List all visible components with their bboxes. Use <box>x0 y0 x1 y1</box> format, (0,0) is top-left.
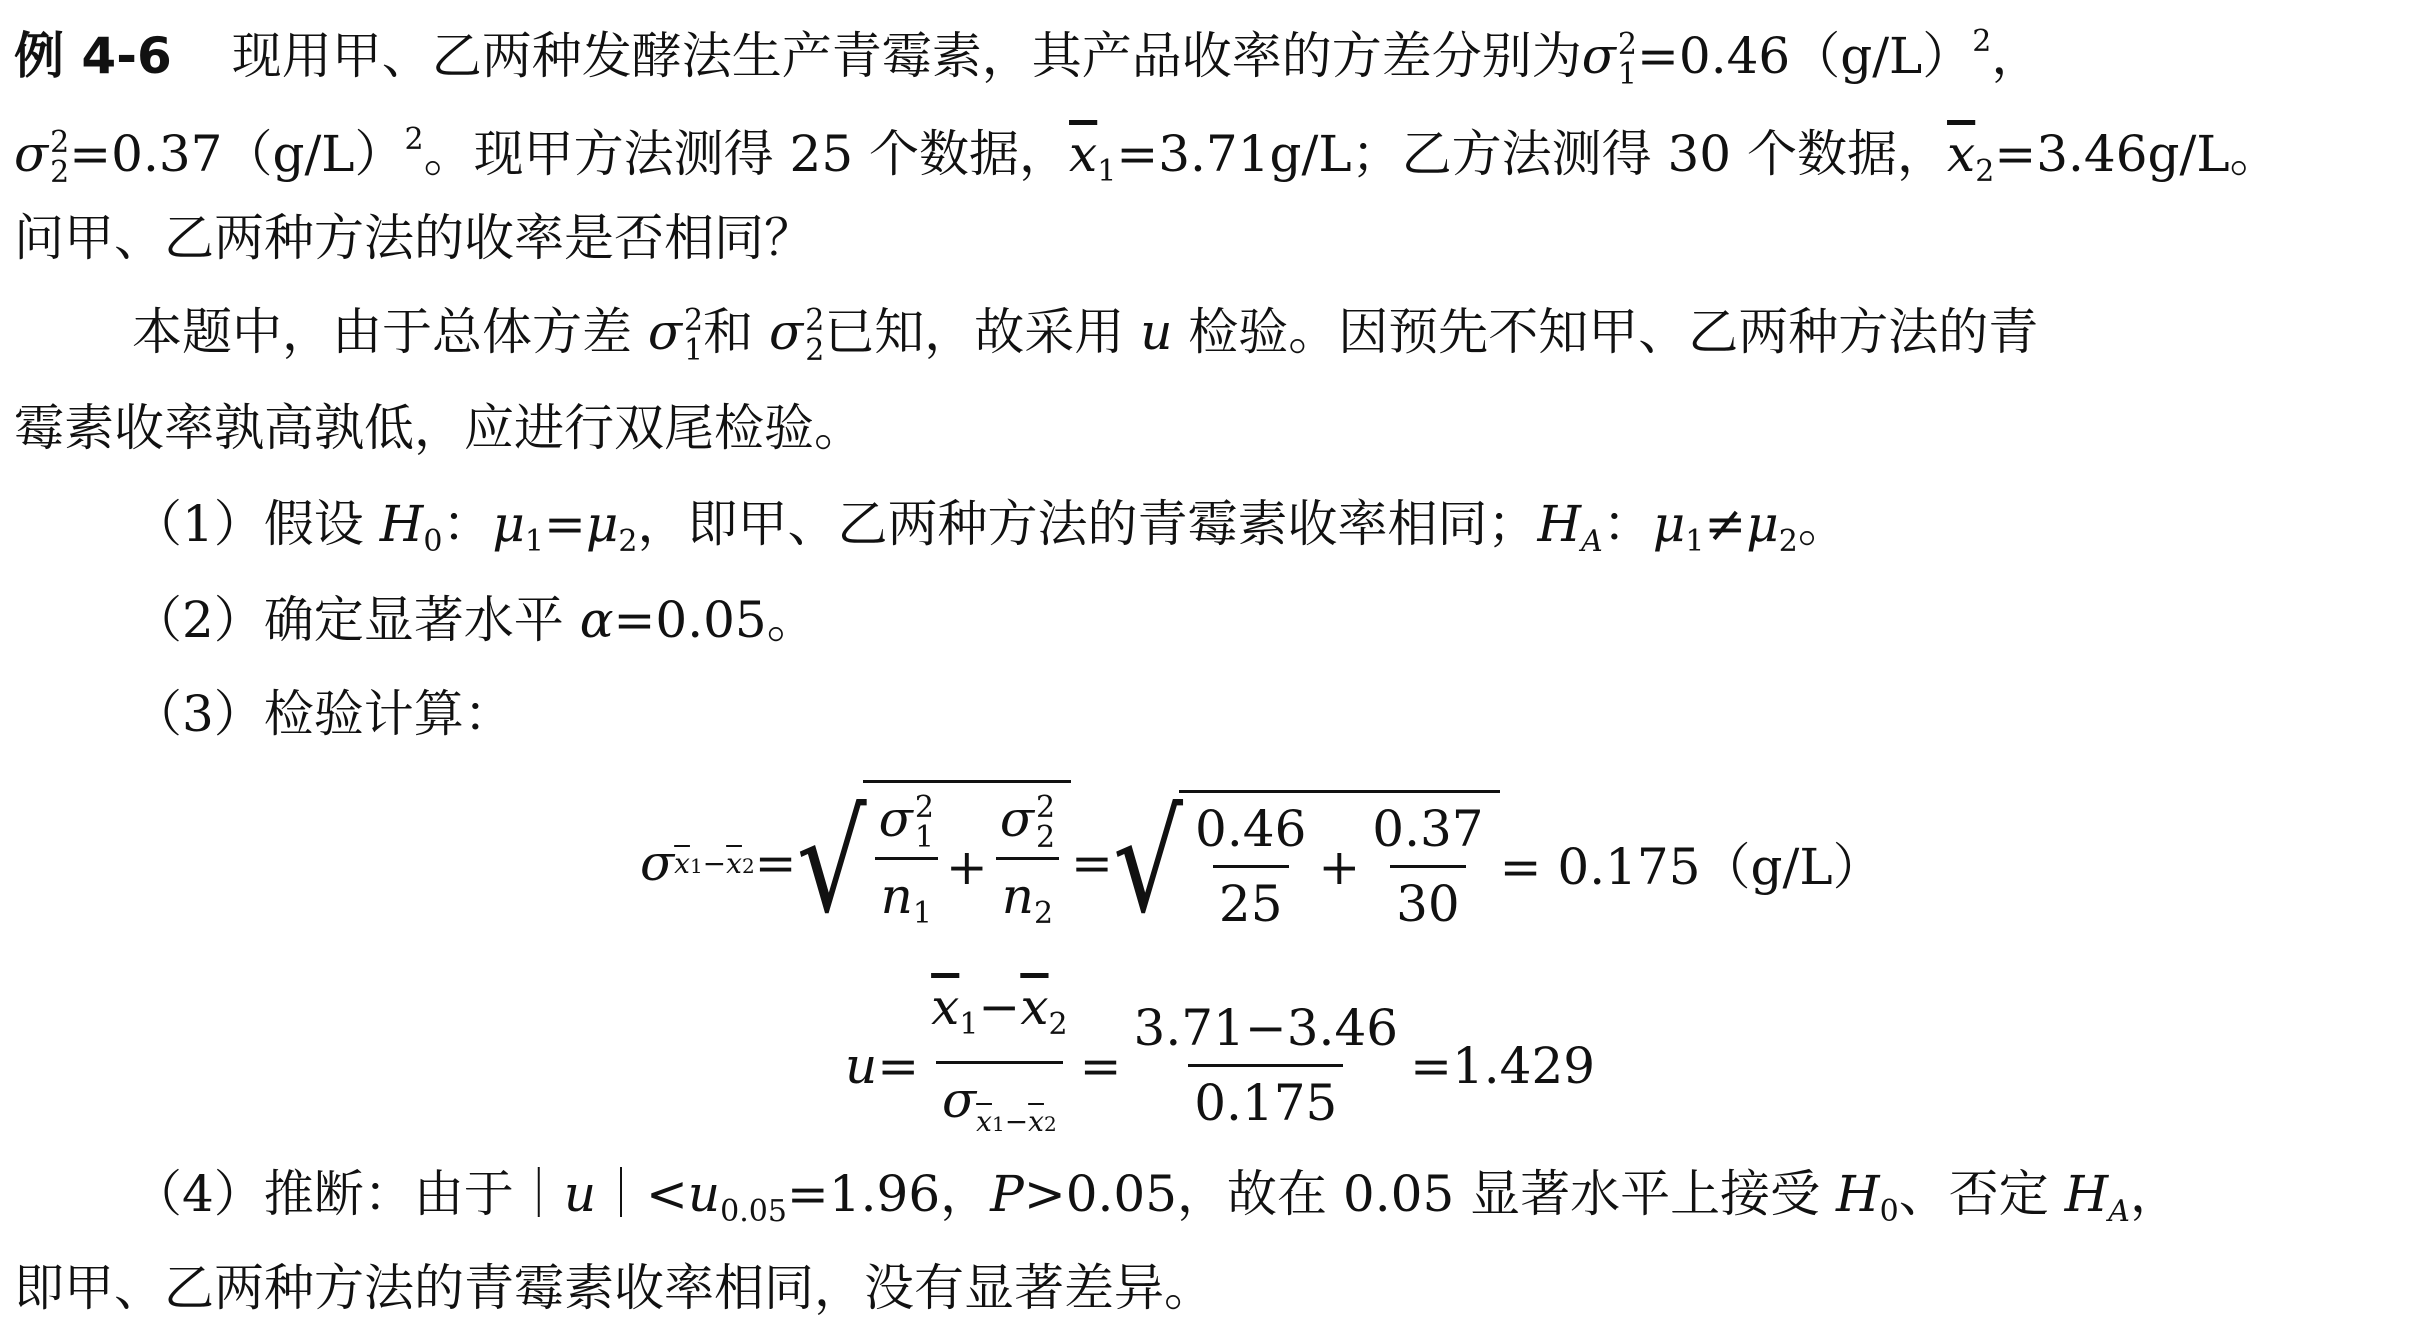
step-2: （2）确定显著水平 α=0.05。 <box>132 591 817 649</box>
sigma-symbol: σ <box>14 125 49 183</box>
sigma-symbol: σ <box>1581 27 1616 85</box>
example-label: 例 4-6 <box>14 27 172 85</box>
intro-line-2: 霉素收率孰高孰低，应进行双尾检验。 <box>14 399 864 457</box>
text: =0.46（g/L） <box>1636 27 1973 85</box>
sup-sub: 2 1 <box>1617 27 1637 92</box>
example-line-2: σ 2 2 $=0.37(g/L)^2$。现甲方法测得 25 个数据，$\overline{x}_1=3.71g/L$；乙方法测得 30 个数据，$\overline{x}_2=3.46g/L$。 <box>14 122 2280 190</box>
eq2-result: =1.429 <box>1410 1036 1596 1095</box>
text: 现用甲、乙两种发酵法生产青霉素，其产品收率的方差分别为 <box>231 27 1582 85</box>
example-line-1: 例 4-6 现用甲、乙两种发酵法生产青霉素，其产品收率的方差分别为σ 2 1 $=0.46(g/L)^2$， <box>14 24 2042 92</box>
step-3: （3）检验计算： <box>132 685 514 743</box>
example-line-3: 问甲、乙两种方法的收率是否相同？ <box>14 209 814 267</box>
step-4: （4）推断：由于$|u|<u_{0.05}=1.96$，P>0.05，故在 0.05 显著水平上接受 $H_0$、否定 $H_A$， <box>132 1165 2180 1229</box>
equation-sigma-diff: σ $\overline{x}1-\overline{x}2$ = √ σ 2 1 $n_1$ + σ 2 2 $n_2$ = √ $\frac{0.46}{25}$ + $\frac{0.37}{30}$ = 0.175（g/L） <box>640 780 1883 946</box>
xbar-2: $\overline{x}$ <box>1947 125 1976 183</box>
text: =0.37（g/L） <box>69 125 405 183</box>
intro-line-1: 本题中，由于总体方差 σ 2 1 和 σ 2 2 已知，故采用 u 检验。因预先不知甲、乙两种方法的青 <box>132 303 2039 368</box>
sqrt-symbolic: √ σ 2 1 $n_1$ + σ 2 2 $n_2$ <box>797 780 1071 946</box>
sqrt-numeric: √ $\frac{0.46}{25}$ + $\frac{0.37}{30}$ <box>1113 790 1500 936</box>
xbar-1: $\overline{x}$ <box>1069 125 1098 183</box>
step-1: （1）假设 $H_0$：$\mu_1=\mu_2$，即甲、乙两种方法的青霉素收率相同；$H_A$：$\mu_1\ne\mu_2$。 <box>132 495 1848 559</box>
eq1-result: = 0.175（g/L） <box>1499 838 1883 896</box>
step-4-line-2: 即甲、乙两种方法的青霉素收率相同，没有显著差异。 <box>14 1259 1214 1317</box>
equation-u: u = $\frac{\overline{x}_1-\overline{x}_2}{\sigma_{\overline{x}1-\overline{x}2}}$ = $\frac{3.71-3.46}{0.175}$ =1.429 <box>845 975 1595 1156</box>
